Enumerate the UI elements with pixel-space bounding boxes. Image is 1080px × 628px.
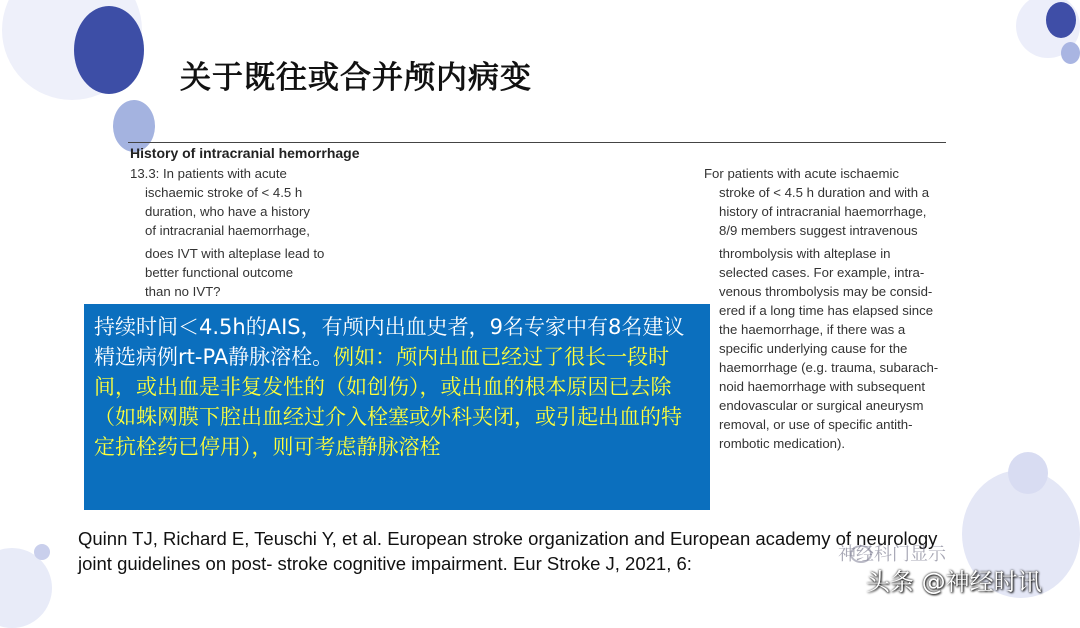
decor-circle-bottom-right-small (1008, 452, 1048, 494)
table-top-rule (128, 142, 946, 143)
recommendation-line: the haemorrhage, if there was a (719, 322, 906, 337)
question-line: ischaemic stroke of < 4.5 h (145, 185, 303, 200)
recommendation-line: haemorrhage (e.g. trauma, subarach- (719, 360, 939, 375)
decor-circle-top-right-navy (1046, 2, 1076, 38)
recommendation-line: removal, or use of specific antith- (719, 417, 913, 432)
question-text (130, 164, 324, 301)
decor-circle-top-right-small (1061, 42, 1080, 64)
watermark-faint: 神经科门显示 (838, 544, 946, 565)
question-line: 13.3: In patients with acute (130, 166, 287, 181)
recommendation-line: 8/9 members suggest intravenous (719, 223, 918, 238)
question-line: duration, who have a history (145, 204, 310, 219)
question-line: than no IVT? (145, 284, 221, 299)
summary-yellow-text: 例如：颅内出血已经过了很长一段时间，或出血是非复发性的（如创伤），或出血的根本原因已去除（如蛛网膜下腔出血经过介入栓塞或外科夹闭，或引起出血的特定抗栓药已停用），则可考虑静脉溶栓 (94, 345, 682, 459)
chinese-summary-box (84, 304, 710, 510)
recommendation-line: selected cases. For example, intra- (719, 265, 925, 280)
question-line: better functional outcome (145, 265, 294, 280)
recommendation-line: history of intracranial haemorrhage, (719, 204, 927, 219)
recommendation-line: ered if a long time has elapsed since (719, 303, 934, 318)
recommendation-line: venous thrombolysis may be consid- (719, 284, 933, 299)
decor-circle-bottom-left-small (34, 544, 50, 560)
recommendation-line: stroke of < 4.5 h duration and with a (719, 185, 930, 200)
recommendation-line: specific underlying cause for the (719, 341, 908, 356)
recommendation-line: thrombolysis with alteplase in (719, 246, 891, 261)
page-title: 关于既往或合并颅内病变 (180, 60, 532, 96)
summary-white-text: 持续时间＜4.5h的AIS，有颅内出血史者，9名专家中有8名建议精选病例rt-PA静脉溶栓。 (94, 315, 685, 369)
section-heading: History of intracranial hemorrhage (130, 145, 360, 161)
recommendation-line: For patients with acute ischaemic (704, 166, 899, 181)
question-line: of intracranial haemorrhage, (145, 223, 310, 238)
decor-circle-bottom-left (0, 548, 52, 628)
question-line: does IVT with alteplase lead to (145, 246, 325, 261)
watermark-toutiao: 头条 @神经时讯 (866, 568, 1042, 596)
recommendation-text (704, 164, 938, 453)
decor-circle-navy (74, 6, 144, 94)
recommendation-line: rombotic medication). (719, 436, 846, 451)
recommendation-line: endovascular or surgical aneurysm (719, 398, 924, 413)
recommendation-line: noid haemorrhage with subsequent (719, 379, 926, 394)
reference-citation: Quinn TJ, Richard E, Teuschi Y, et al. European stroke organization and European academy of neurology joint guidelines on post- stroke cognitive impairment. Eur Stroke J, 2021, 6: (78, 528, 938, 574)
